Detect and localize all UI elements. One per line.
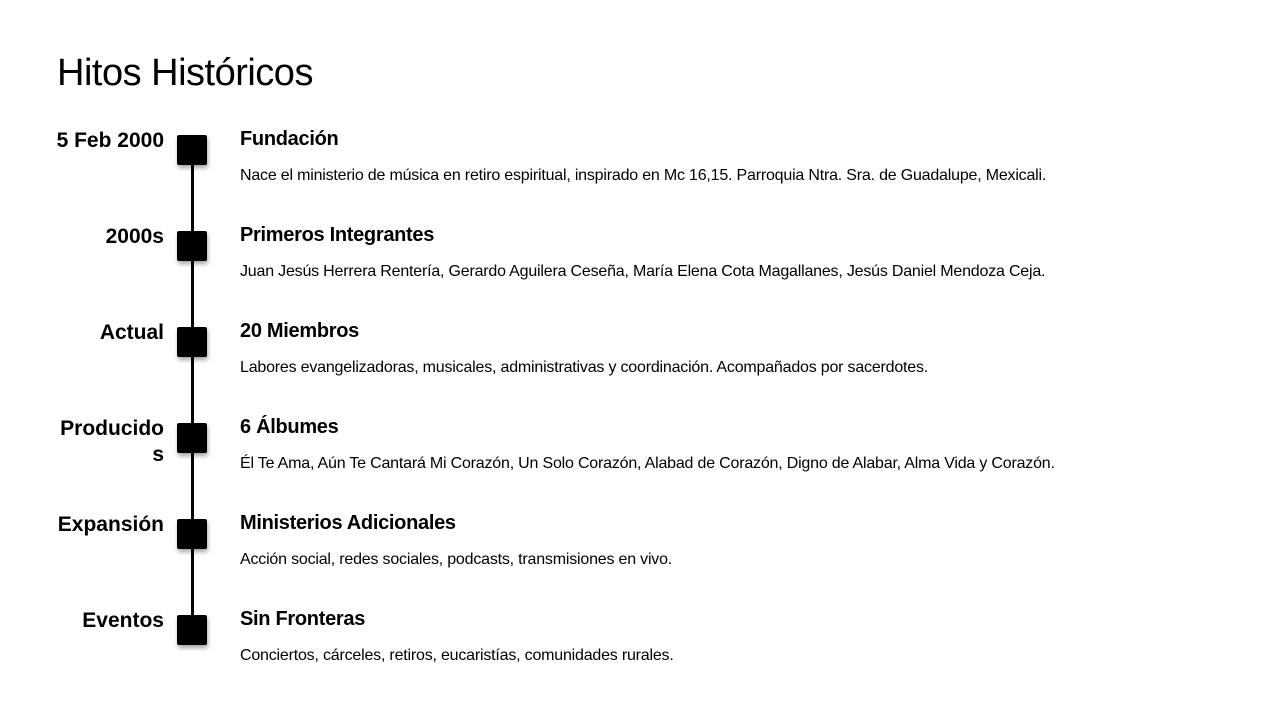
milestone-title: Sin Fronteras: [240, 608, 366, 630]
milestone-date: 2000s: [105, 225, 164, 248]
milestone-description: Acción social, redes sociales, podcasts, transmisiones en vivo.: [240, 551, 673, 568]
milestone-description: Él Te Ama, Aún Te Cantará Mi Corazón, Un Solo Corazón, Alabad de Corazón, Digno de Alabar, Alma Vida y Corazón.: [240, 455, 1055, 472]
milestone-date: Producidos: [60, 417, 164, 466]
milestone-events: [0, 608, 1280, 704]
milestone-title: Ministerios Adicionales: [240, 512, 456, 534]
page-title: Hitos Históricos: [57, 52, 313, 94]
milestone-marker-icon: [177, 135, 207, 165]
milestone-description: Labores evangelizadoras, musicales, administrativas y coordinación. Acompañados por sacerdotes.: [240, 359, 929, 376]
milestone-title: 6 Álbumes: [240, 416, 339, 438]
milestone-description: Nace el ministerio de música en retiro espiritual, inspirado en Mc 16,15. Parroquia Ntra. Sra. de Guadalupe, Mexicali.: [240, 167, 1047, 184]
milestone-description: Conciertos, cárceles, retiros, eucaristías, comunidades rurales.: [240, 647, 674, 664]
milestone-foundation: [0, 128, 1280, 224]
milestone-albums: [0, 416, 1280, 512]
milestone-marker-icon: [177, 231, 207, 261]
milestone-current-members: [0, 320, 1280, 416]
milestone-date: 5 Feb 2000: [56, 129, 164, 152]
milestone-marker-icon: [177, 519, 207, 549]
milestone-date: Actual: [99, 321, 164, 344]
milestone-first-members: [0, 224, 1280, 320]
milestone-marker-icon: [177, 615, 207, 645]
milestone-title: Primeros Integrantes: [240, 224, 435, 246]
milestone-date: Eventos: [82, 609, 164, 632]
milestone-additional-ministries: [0, 512, 1280, 608]
milestone-marker-icon: [177, 327, 207, 357]
milestone-marker-icon: [177, 423, 207, 453]
milestone-title: 20 Miembros: [240, 320, 359, 342]
milestone-title: Fundación: [240, 128, 339, 150]
milestone-date: Expansión: [57, 513, 164, 536]
milestone-description: Juan Jesús Herrera Rentería, Gerardo Aguilera Ceseña, María Elena Cota Magallanes, Jesús Daniel Mendoza Ceja.: [240, 263, 1046, 280]
